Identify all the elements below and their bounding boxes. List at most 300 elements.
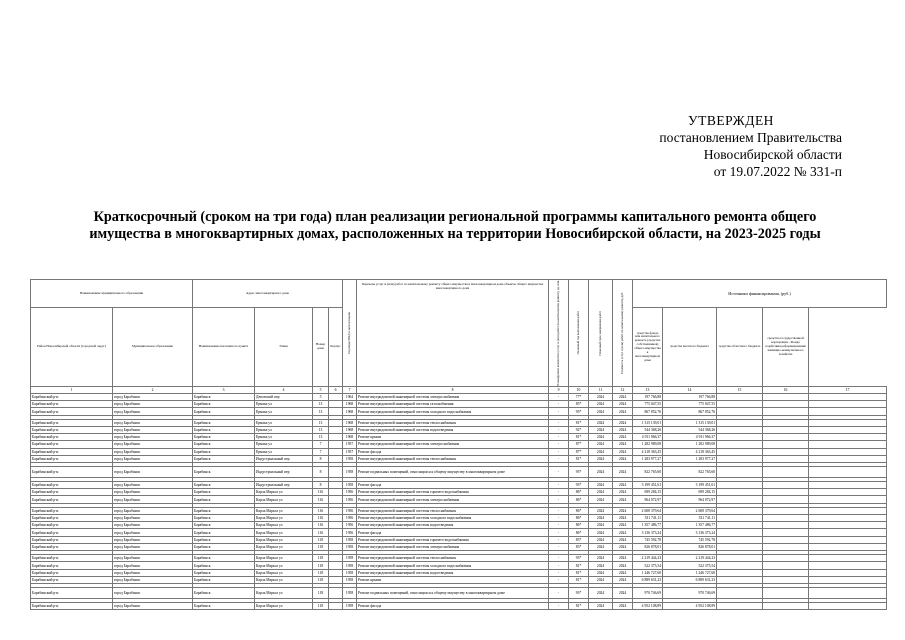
cell-col-16: [763, 481, 809, 488]
cell-col-7: 1964: [343, 393, 357, 400]
cell-col-8: Ремонт подвальных помещений, относящихся к общему имуществу в многоквартирном доме: [357, 588, 549, 599]
cell-col-14: 699 284,15: [663, 489, 717, 496]
column-numbers-row: [31, 386, 887, 393]
cell-col-6: [329, 577, 343, 584]
cell-col-15: [717, 401, 763, 408]
cell-col-16: [763, 489, 809, 496]
cell-col-1: Барабинский р-н: [31, 588, 113, 599]
document-title: Краткосрочный (сроком на три года) план реализации региональной программы капитального ремонта общего имущества в многоквартирных домах, расположенных на территории Новосибирской области, на 2023-2025 годы: [89, 209, 821, 242]
cell-col-4: Деповский пер: [255, 393, 313, 400]
cell-col-4: Карла Маркса ул: [255, 555, 313, 562]
column-number: 5: [313, 386, 329, 393]
cell-col-2: город Барабинск: [113, 434, 193, 441]
cell-col-3: Барабинск: [193, 426, 255, 433]
cell-col-4: Ермака ул: [255, 441, 313, 448]
header-street: Улица: [255, 308, 313, 386]
cell-col-14: 2 608 379,64: [663, 507, 717, 514]
cell-col-17: [809, 434, 887, 441]
cell-col-7: 1968: [343, 401, 357, 408]
cell-col-13: 970 746,69: [633, 588, 663, 599]
cell-col-12: 2024: [613, 434, 633, 441]
cell-col-11: 2024: [589, 455, 613, 462]
cell-col-1: Барабинский р-н: [31, 514, 113, 521]
cell-col-4: Карла Маркса ул: [255, 522, 313, 529]
cell-col-3: Барабинск: [193, 441, 255, 448]
cell-col-17: [809, 419, 887, 426]
cell-col-5: 8: [313, 467, 329, 478]
cell-col-11: 2024: [589, 496, 613, 503]
cell-col-16: [763, 522, 809, 529]
cell-col-3: Барабинск: [193, 393, 255, 400]
cell-col-14: 531 741,11: [663, 514, 717, 521]
cell-col-16: [763, 514, 809, 521]
cell-col-8: Ремонт фасада: [357, 448, 549, 455]
cell-col-5: 118: [313, 544, 329, 551]
cell-col-3: Барабинск: [193, 522, 255, 529]
cell-col-15: [717, 393, 763, 400]
cell-col-7: 1956: [343, 529, 357, 536]
cell-col-4: Индустриальный пер: [255, 467, 313, 478]
cell-col-10: 86*: [569, 529, 589, 536]
table-row: [31, 426, 887, 433]
cell-col-11: 2024: [589, 536, 613, 543]
cell-col-2: город Барабинск: [113, 419, 193, 426]
cell-col-16: [763, 455, 809, 462]
table-row: [31, 577, 887, 584]
cell-col-16: [763, 393, 809, 400]
cell-col-9: -: [549, 577, 569, 584]
table-row: [31, 514, 887, 521]
approval-line-2: постановлением Правительства: [659, 130, 842, 145]
cell-col-16: [763, 467, 809, 478]
table-row: [31, 448, 887, 455]
cell-col-13: 4 952 108,89: [633, 602, 663, 609]
cell-col-14: 745 592,78: [663, 536, 717, 543]
cell-col-6: [329, 588, 343, 599]
cell-col-11: 2024: [589, 522, 613, 529]
cell-col-8: Ремонт фасада: [357, 481, 549, 488]
cell-col-1: Барабинский р-н: [31, 496, 113, 503]
cell-col-13: 2 608 379,64: [633, 507, 663, 514]
cell-col-1: Барабинский р-н: [31, 536, 113, 543]
cell-col-14: 4 952 108,89: [663, 602, 717, 609]
cell-col-14: 822 765,60: [663, 467, 717, 478]
cell-col-10: 81*: [569, 602, 589, 609]
cell-col-2: город Барабинск: [113, 467, 193, 478]
cell-col-11: 2024: [589, 401, 613, 408]
column-number: 6: [329, 386, 343, 393]
column-number: 7: [343, 386, 357, 393]
cell-col-9: -: [549, 569, 569, 576]
cell-col-12: 2024: [613, 544, 633, 551]
cell-col-17: [809, 401, 887, 408]
cell-col-16: [763, 496, 809, 503]
cell-col-2: город Барабинск: [113, 514, 193, 521]
cell-col-4: Индустриальный пер: [255, 455, 313, 462]
cell-col-8: Ремонт внутридомовой инженерной системы электроснабжения: [357, 544, 549, 551]
header-house: Номер дома: [313, 308, 329, 386]
cell-col-7: 1958: [343, 555, 357, 562]
cell-col-5: 118: [313, 569, 329, 576]
column-number: 2: [113, 386, 193, 393]
cell-col-5: 13: [313, 419, 329, 426]
cell-col-13: 699 284,15: [633, 489, 663, 496]
cell-col-9: -: [549, 522, 569, 529]
cell-col-9: -: [549, 507, 569, 514]
header-district: Район Новосибирской области (городской округ): [31, 308, 113, 386]
cell-col-2: город Барабинск: [113, 401, 193, 408]
cell-col-14: 964 072,97: [663, 496, 717, 503]
cell-col-3: Барабинск: [193, 544, 255, 551]
cell-col-8: Ремонт подвальных помещений, относящихся к общему имуществу в многоквартирном доме: [357, 467, 549, 478]
cell-col-6: [329, 393, 343, 400]
header-funding-1: средства фонда или капитального ремонта (средства собственников) общего имущества в многоквартирном доме: [633, 308, 663, 386]
cell-col-1: Барабинский р-н: [31, 544, 113, 551]
cell-col-8: Ремонт внутридомовой инженерной системы электроснабжения: [357, 393, 549, 400]
cell-col-5: 116: [313, 496, 329, 503]
cell-col-1: Барабинский р-н: [31, 408, 113, 415]
cell-col-13: 531 741,11: [633, 514, 663, 521]
table-row: [31, 536, 887, 543]
cell-col-5: 8: [313, 455, 329, 462]
table-row: [31, 489, 887, 496]
cell-col-7: 1956: [343, 514, 357, 521]
cell-col-2: город Барабинск: [113, 562, 193, 569]
cell-col-11: 2024: [589, 507, 613, 514]
cell-col-2: город Барабинск: [113, 555, 193, 562]
cell-col-3: Барабинск: [193, 577, 255, 584]
cell-col-5: 116: [313, 514, 329, 521]
cell-col-4: Карла Маркса ул: [255, 602, 313, 609]
cell-col-2: город Барабинск: [113, 408, 193, 415]
cell-col-1: Барабинский р-н: [31, 393, 113, 400]
cell-col-7: 1958: [343, 577, 357, 584]
cell-col-4: Карла Маркса ул: [255, 544, 313, 551]
cell-col-17: [809, 393, 887, 400]
header-funding-2: средства местного бюджета: [663, 308, 717, 386]
cell-col-1: Барабинский р-н: [31, 555, 113, 562]
cell-col-12: 2024: [613, 419, 633, 426]
cell-col-14: 522 375,54: [663, 562, 717, 569]
cell-col-2: город Барабинск: [113, 544, 193, 551]
cell-col-3: Барабинск: [193, 419, 255, 426]
cell-col-6: [329, 441, 343, 448]
cell-col-12: 2024: [613, 569, 633, 576]
cell-col-14: 1 246 727,60: [663, 569, 717, 576]
cell-col-1: Барабинский р-н: [31, 434, 113, 441]
cell-col-10: 83*: [569, 544, 589, 551]
cell-col-7: 1968: [343, 419, 357, 426]
cell-col-14: 1 283 977,27: [663, 455, 717, 462]
cell-col-11: 2024: [589, 419, 613, 426]
cell-col-3: Барабинск: [193, 467, 255, 478]
cell-col-12: 2024: [613, 426, 633, 433]
cell-col-11: 2024: [589, 393, 613, 400]
cell-col-10: 93*: [569, 408, 589, 415]
cell-col-1: Барабинский р-н: [31, 577, 113, 584]
cell-col-15: [717, 529, 763, 536]
cell-col-13: 867 852,76: [633, 408, 663, 415]
cell-col-8: Ремонт крыши: [357, 577, 549, 584]
cell-col-10: 93*: [569, 467, 589, 478]
cell-col-2: город Барабинск: [113, 602, 193, 609]
cell-col-15: [717, 489, 763, 496]
cell-col-8: Ремонт внутридомовой инженерной системы горячего водоснабжения: [357, 489, 549, 496]
cell-col-17: [809, 496, 887, 503]
column-number: 13: [633, 386, 663, 393]
cell-col-10: 81*: [569, 455, 589, 462]
cell-col-6: [329, 602, 343, 609]
cell-col-6: [329, 426, 343, 433]
cell-col-7: 1956: [343, 507, 357, 514]
cell-col-3: Барабинск: [193, 588, 255, 599]
cell-col-11: 2024: [589, 448, 613, 455]
cell-col-9: -: [549, 555, 569, 562]
cell-col-12: 2024: [613, 489, 633, 496]
cell-col-15: [717, 577, 763, 584]
table-row: [31, 522, 887, 529]
cell-col-2: город Барабинск: [113, 426, 193, 433]
cell-col-4: Карла Маркса ул: [255, 536, 313, 543]
cell-col-8: Ремонт внутридомовой инженерной системы теплоснабжения: [357, 507, 549, 514]
cell-col-1: Барабинский р-н: [31, 569, 113, 576]
cell-col-8: Ремонт внутридомовой инженерной системы водоотведения: [357, 522, 549, 529]
cell-col-14: 6 889 631,23: [663, 577, 717, 584]
cell-col-16: [763, 401, 809, 408]
cell-col-11: 2024: [589, 426, 613, 433]
cell-col-7: 1956: [343, 496, 357, 503]
cell-col-1: Барабинский р-н: [31, 448, 113, 455]
cell-col-17: [809, 544, 887, 551]
cell-col-1: Барабинский р-н: [31, 441, 113, 448]
cell-col-12: 2024: [613, 529, 633, 536]
cell-col-2: город Барабинск: [113, 507, 193, 514]
cell-col-7: 1958: [343, 544, 357, 551]
cell-col-8: Ремонт внутридомовой инженерной системы водоотведения: [357, 569, 549, 576]
cell-col-8: Ремонт внутридомовой инженерной системы электроснабжения: [357, 441, 549, 448]
cell-col-8: Ремонт внутридомовой инженерной системы холодного водоснабжения: [357, 562, 549, 569]
cell-col-13: 1 315 139,01: [633, 419, 663, 426]
cell-col-13: 6 889 631,23: [633, 577, 663, 584]
cell-col-6: [329, 536, 343, 543]
cell-col-6: [329, 455, 343, 462]
header-municipal-entity: Муниципальное образование: [113, 308, 193, 386]
cell-col-9: -: [549, 489, 569, 496]
table-row: [31, 569, 887, 576]
cell-col-9: -: [549, 602, 569, 609]
cell-col-12: 2024: [613, 467, 633, 478]
cell-col-15: [717, 602, 763, 609]
cell-col-17: [809, 426, 887, 433]
cell-col-9: -: [549, 496, 569, 503]
cell-col-1: Барабинский р-н: [31, 489, 113, 496]
cell-col-9: -: [549, 514, 569, 521]
cell-col-5: 116: [313, 489, 329, 496]
cell-col-2: город Барабинск: [113, 588, 193, 599]
cell-col-10: 86*: [569, 514, 589, 521]
cell-col-10: 81*: [569, 434, 589, 441]
cell-col-4: Карла Маркса ул: [255, 507, 313, 514]
cell-col-10: 81*: [569, 419, 589, 426]
cell-col-4: Ермака ул: [255, 419, 313, 426]
cell-col-10: 81*: [569, 569, 589, 576]
column-number: 8: [357, 386, 549, 393]
cell-col-1: Барабинский р-н: [31, 481, 113, 488]
cell-col-13: 1 246 727,60: [633, 569, 663, 576]
cell-col-4: Карла Маркса ул: [255, 588, 313, 599]
cell-col-12: 2024: [613, 562, 633, 569]
cell-col-11: 2024: [589, 555, 613, 562]
table-row: [31, 555, 887, 562]
cell-col-17: [809, 569, 887, 576]
plan-table: [30, 279, 887, 610]
cell-col-12: 2024: [613, 577, 633, 584]
cell-col-11: 2024: [589, 544, 613, 551]
cell-col-3: Барабинск: [193, 481, 255, 488]
cell-col-9: -: [549, 481, 569, 488]
table-row: [31, 496, 887, 503]
column-number: 10: [569, 386, 589, 393]
cell-col-7: 1958: [343, 602, 357, 609]
cell-col-9: -: [549, 441, 569, 448]
cell-col-11: 2024: [589, 441, 613, 448]
cell-col-8: Ремонт внутридомовой инженерной системы теплоснабжения: [357, 555, 549, 562]
cell-col-12: 2024: [613, 455, 633, 462]
column-number: 14: [663, 386, 717, 393]
cell-col-4: Карла Маркса ул: [255, 514, 313, 521]
cell-col-6: [329, 401, 343, 408]
cell-col-17: [809, 448, 887, 455]
cell-col-9: -: [549, 588, 569, 599]
cell-col-14: 1 315 139,01: [663, 419, 717, 426]
cell-col-12: 2024: [613, 481, 633, 488]
cell-col-10: 81*: [569, 577, 589, 584]
cell-col-16: [763, 419, 809, 426]
approval-line-3: Новосибирской области: [703, 147, 842, 162]
cell-col-5: 8: [313, 481, 329, 488]
header-address: Адрес многоквартирного дома: [193, 280, 343, 308]
cell-col-9: -: [549, 401, 569, 408]
column-number: 12: [613, 386, 633, 393]
cell-col-17: [809, 507, 887, 514]
cell-col-17: [809, 408, 887, 415]
cell-col-12: 2024: [613, 588, 633, 599]
header-col10: Планируемое количество услуг и (или) работ по капитальному ремонту, ед. изм.: [549, 280, 569, 387]
cell-col-13: 4 218 363,45: [633, 448, 663, 455]
cell-col-8: Ремонт внутридомовой инженерной системы теплоснабжения: [357, 455, 549, 462]
cell-col-4: Карла Маркса ул: [255, 577, 313, 584]
cell-col-3: Барабинск: [193, 514, 255, 521]
cell-col-10: 81*: [569, 562, 589, 569]
cell-col-7: 1958: [343, 562, 357, 569]
header-works: Перечень услуг и (или) работ по капитальному ремонту общего имущества в многоквартирном доме объекты общего имущества многоквартирного дома: [357, 280, 549, 387]
cell-col-6: [329, 481, 343, 488]
cell-col-4: Карла Маркса ул: [255, 489, 313, 496]
cell-col-3: Барабинск: [193, 555, 255, 562]
cell-col-15: [717, 544, 763, 551]
table-row: [31, 441, 887, 448]
table-row: [31, 455, 887, 462]
table-row: [31, 602, 887, 609]
cell-col-14: 197 766,88: [663, 393, 717, 400]
cell-col-12: 2024: [613, 522, 633, 529]
cell-col-5: 118: [313, 602, 329, 609]
cell-col-11: 2024: [589, 514, 613, 521]
cell-col-13: 1 282 989,08: [633, 441, 663, 448]
cell-col-1: Барабинский р-н: [31, 522, 113, 529]
cell-col-10: 83*: [569, 536, 589, 543]
column-number: 3: [193, 386, 255, 393]
cell-col-16: [763, 555, 809, 562]
cell-col-3: Барабинск: [193, 536, 255, 543]
cell-col-17: [809, 481, 887, 488]
cell-col-7: 1957: [343, 448, 357, 455]
cell-col-14: 4 218 363,45: [663, 448, 717, 455]
cell-col-12: 2024: [613, 401, 633, 408]
cell-col-16: [763, 569, 809, 576]
table-row: [31, 401, 887, 408]
cell-col-5: 118: [313, 555, 329, 562]
cell-col-13: 1 357 486,77: [633, 522, 663, 529]
cell-col-7: 1968: [343, 434, 357, 441]
cell-col-1: Барабинский р-н: [31, 562, 113, 569]
approval-stamp: [560, 112, 842, 180]
cell-col-6: [329, 496, 343, 503]
cell-col-2: город Барабинск: [113, 536, 193, 543]
cell-col-2: город Барабинск: [113, 448, 193, 455]
cell-col-6: [329, 529, 343, 536]
cell-col-3: Барабинск: [193, 562, 255, 569]
cell-col-15: [717, 536, 763, 543]
cell-col-6: [329, 522, 343, 529]
cell-col-10: 93*: [569, 555, 589, 562]
table-row: [31, 507, 887, 514]
cell-col-10: 93*: [569, 481, 589, 488]
cell-col-9: -: [549, 434, 569, 441]
cell-col-7: 1958: [343, 467, 357, 478]
cell-col-15: [717, 514, 763, 521]
cell-col-15: [717, 441, 763, 448]
cell-col-16: [763, 529, 809, 536]
header-funding-4: средства государственной корпорации - Фонда содействия реформированию жилищно-коммунального хозяйства: [763, 308, 809, 386]
cell-col-8: Ремонт внутридомовой инженерной системы водоотведения: [357, 426, 549, 433]
cell-col-9: -: [549, 426, 569, 433]
cell-col-9: -: [549, 448, 569, 455]
cell-col-15: [717, 419, 763, 426]
cell-col-17: [809, 529, 887, 536]
cell-col-14: 2 219 444,23: [663, 555, 717, 562]
cell-col-15: [717, 588, 763, 599]
cell-col-13: 197 766,88: [633, 393, 663, 400]
cell-col-11: 2024: [589, 408, 613, 415]
cell-col-11: 2024: [589, 467, 613, 478]
cell-col-13: 3 136 373,24: [633, 529, 663, 536]
cell-col-15: [717, 496, 763, 503]
cell-col-13: 1 283 977,27: [633, 455, 663, 462]
cell-col-17: [809, 588, 887, 599]
table-row: [31, 467, 887, 478]
header-settlement: Наименование населенного пункта: [193, 308, 255, 386]
cell-col-8: Ремонт внутридомовой инженерной системы горячего водоснабжения: [357, 536, 549, 543]
cell-col-7: 1958: [343, 588, 357, 599]
cell-col-8: Ремонт внутридомовой инженерной системы электроснабжения: [357, 496, 549, 503]
header-municipality: Наименование муниципального образования: [31, 280, 193, 308]
cell-col-12: 2024: [613, 514, 633, 521]
cell-col-7: 1956: [343, 489, 357, 496]
cell-col-4: Карла Маркса ул: [255, 562, 313, 569]
cell-col-8: Ремонт внутридомовой инженерной системы теплоснабжения: [357, 419, 549, 426]
cell-col-16: [763, 602, 809, 609]
